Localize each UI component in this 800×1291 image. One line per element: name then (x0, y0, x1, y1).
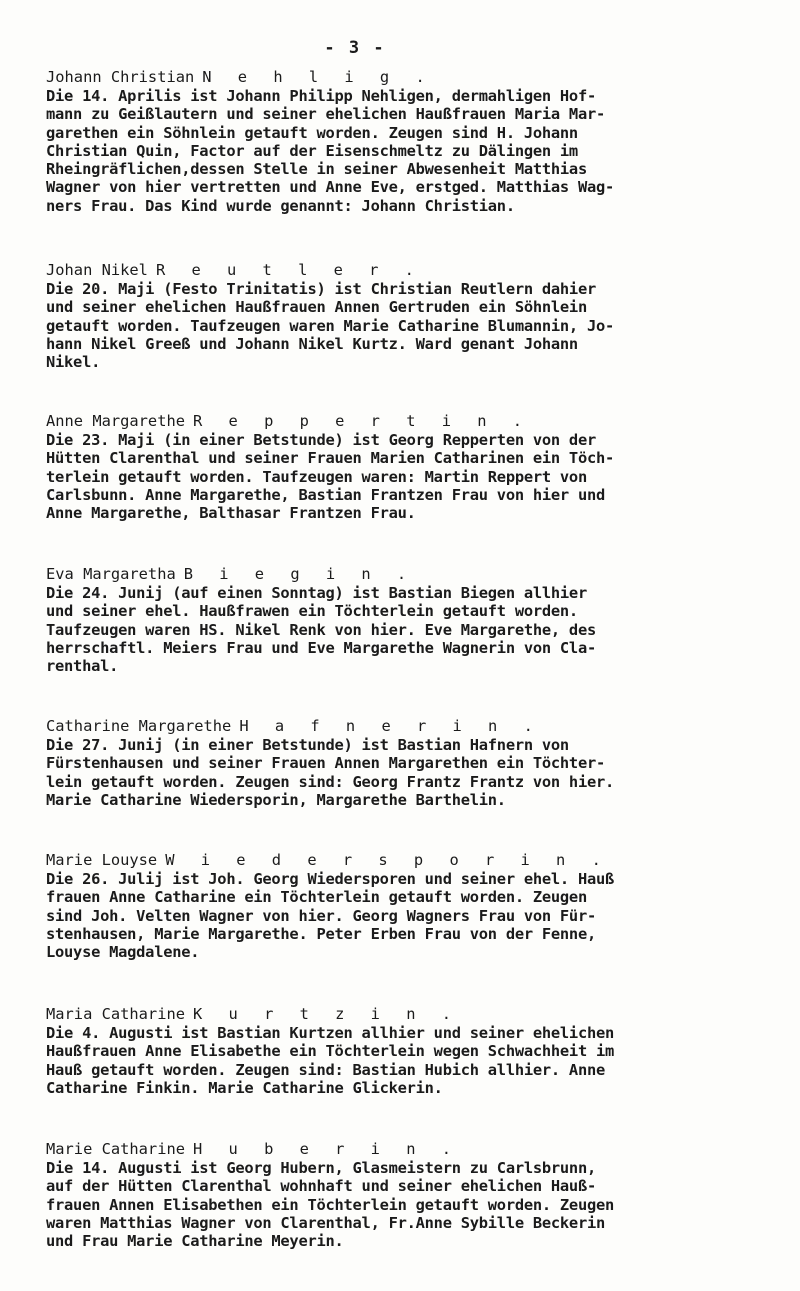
entry-text-line: Die 26. Julij ist Joh. Georg Wiedersporen und seiner ehel. Hauß (46, 870, 615, 888)
entry-text (46, 870, 796, 961)
entry-title (46, 717, 796, 736)
entry-text-line: auf der Hütten Clarenthal wohnhaft und seiner ehelichen Hauß- (46, 1177, 596, 1196)
entry-text-line: Die 20. Maji (Festo Trinitatis) ist Christian Reutlern dahier (46, 280, 596, 298)
entry-text-line: terlein getauft worden. Taufzeugen waren: Martin Reppert von (46, 467, 587, 486)
child-surname: K u r t z i n . (193, 1005, 460, 1023)
entry-text-line: hann Nikel Greeß und Johann Nikel Kurtz. Ward genant Johann (46, 334, 578, 353)
entry-title (46, 565, 796, 584)
entry-title (46, 261, 796, 280)
child-given-name: Johan Nikel (46, 261, 148, 279)
entry-text-line: Die 14. Augusti ist Georg Hubern, Glasmeistern zu Carlsbrunn, (46, 1159, 596, 1177)
entry-text-line: und seiner ehel. Haußfrawen ein Töchterlein getauft worden. (46, 602, 578, 621)
child-surname: R e u t l e r . (155, 261, 423, 279)
entry-text-line: lein getauft worden. Zeugen sind: Georg Frantz Frantz von hier. (46, 772, 615, 791)
baptism-entry (46, 1140, 796, 1250)
entry-text (46, 1159, 796, 1250)
entry-text-line: Carlsbunn. Anne Margarethe, Bastian Frantzen Frau von hier und (46, 485, 605, 504)
entry-text-line: Catharine Finkin. Marie Catharine Glickerin. (46, 1078, 443, 1097)
entry-text-line: Die 27. Junij (in einer Betstunde) ist Bastian Hafnern von (46, 736, 569, 754)
entry-text-line: Taufzeugen waren HS. Nikel Renk von hier. Eve Margarethe, des (46, 620, 596, 639)
entry-text-line: stenhausen, Marie Margarethe. Peter Erben Frau von der Fenne, (46, 924, 596, 943)
child-given-name: Marie Louyse (46, 851, 158, 869)
child-given-name: Catharine Margarethe (46, 717, 232, 735)
entry-text-line: Die 24. Junij (auf einen Sonntag) ist Bastian Biegen allhier (46, 584, 587, 602)
page-number: - 3 - (324, 38, 386, 58)
child-surname: R e p p e r t i n . (193, 412, 531, 430)
child-given-name: Eva Margaretha (46, 565, 176, 583)
child-given-name: Anne Margarethe (46, 412, 185, 430)
entry-text-line: frauen Annen Elisabethen ein Töchterlein getauft worden. Zeugen (46, 1195, 615, 1214)
entry-text-line: und Frau Marie Catharine Meyerin. (46, 1232, 344, 1251)
entry-text-line: Die 4. Augusti ist Bastian Kurtzen allhier und seiner ehelichen (46, 1024, 615, 1042)
entry-text-line: Haußfrauen Anne Elisabethe ein Töchterlein wegen Schwachheit im (46, 1042, 615, 1061)
entry-title (46, 1005, 796, 1024)
entry-text-line: Die 14. Aprilis ist Johann Philipp Nehligen, dermahligen Hof- (46, 87, 596, 105)
child-given-name: Marie Catharine (46, 1140, 185, 1158)
entry-text-line: sind Joh. Velten Wagner von hier. Georg Wagners Frau von Für- (46, 906, 596, 925)
entry-text-line: Louyse Magdalene. (46, 943, 200, 962)
baptism-entry (46, 261, 796, 371)
entry-text-line: mann zu Geißlautern und seiner ehelichen Haußfrauen Maria Mar- (46, 105, 605, 124)
child-surname: B i e g i n . (183, 565, 415, 583)
entry-title (46, 412, 796, 431)
entry-text-line: herrschaftl. Meiers Frau und Eve Margarethe Wagnerin von Cla- (46, 638, 596, 657)
entry-text-line: Hauß getauft worden. Zeugen sind: Bastian Hubich allhier. Anne (46, 1060, 605, 1079)
entry-text-line: Wagner von hier vertretten und Anne Eve, erstged. Matthias Wag- (46, 178, 615, 197)
entry-text-line: Hütten Clarenthal und seiner Frauen Marien Catharinen ein Töch- (46, 449, 615, 468)
entry-title (46, 68, 796, 87)
child-surname: W i e d e r s p o r i n . (165, 851, 610, 869)
entry-text (46, 736, 796, 809)
baptism-entry (46, 851, 796, 961)
entry-text-line: ners Frau. Das Kind wurde genannt: Johann Christian. (46, 196, 515, 215)
entry-text-line: Rheingräflichen,dessen Stelle in seiner Abwesenheit Matthias (46, 160, 587, 179)
entry-text (46, 87, 796, 215)
entry-text-line: Marie Catharine Wiedersporin, Margarethe Barthelin. (46, 790, 506, 809)
entry-text (46, 431, 796, 522)
baptism-entry (46, 68, 796, 215)
entry-text (46, 280, 796, 371)
child-surname: N e h l i g . (202, 68, 434, 86)
entry-text-line: getauft worden. Taufzeugen waren Marie Catharine Blumannin, Jo- (46, 316, 615, 335)
baptism-entry (46, 412, 796, 522)
entry-text-line: Anne Margarethe, Balthasar Frantzen Frau. (46, 504, 416, 523)
entry-text-line: Die 23. Maji (in einer Betstunde) ist Georg Repperten von der (46, 431, 596, 449)
entry-text-line: Fürstenhausen und seiner Frauen Annen Margarethen ein Töchter- (46, 754, 605, 773)
baptism-entry (46, 1005, 796, 1097)
entry-text-line: frauen Anne Catharine ein Töchterlein getauft worden. Zeugen (46, 888, 587, 907)
entry-text (46, 584, 796, 675)
entry-text-line: und seiner ehelichen Haußfrauen Annen Gertruden ein Söhnlein (46, 298, 587, 317)
child-surname: H a f n e r i n . (239, 717, 542, 735)
entry-text-line: garethen ein Söhnlein getauft worden. Zeugen sind H. Johann (46, 123, 578, 142)
entry-text-line: renthal. (46, 657, 119, 676)
entry-text-line: Christian Quin, Factor auf der Eisenschmeltz zu Dälingen im (46, 141, 578, 160)
child-surname: H u b e r i n . (193, 1140, 460, 1158)
child-given-name: Johann Christian (46, 68, 195, 86)
child-given-name: Maria Catharine (46, 1005, 185, 1023)
entry-text-line: waren Matthias Wagner von Clarenthal, Fr.Anne Sybille Beckerin (46, 1213, 605, 1232)
entry-text-line: Nikel. (46, 353, 101, 372)
baptism-entry (46, 717, 796, 809)
entry-title (46, 1140, 796, 1159)
entry-text (46, 1024, 796, 1097)
baptism-entry (46, 565, 796, 675)
entry-title (46, 851, 796, 870)
